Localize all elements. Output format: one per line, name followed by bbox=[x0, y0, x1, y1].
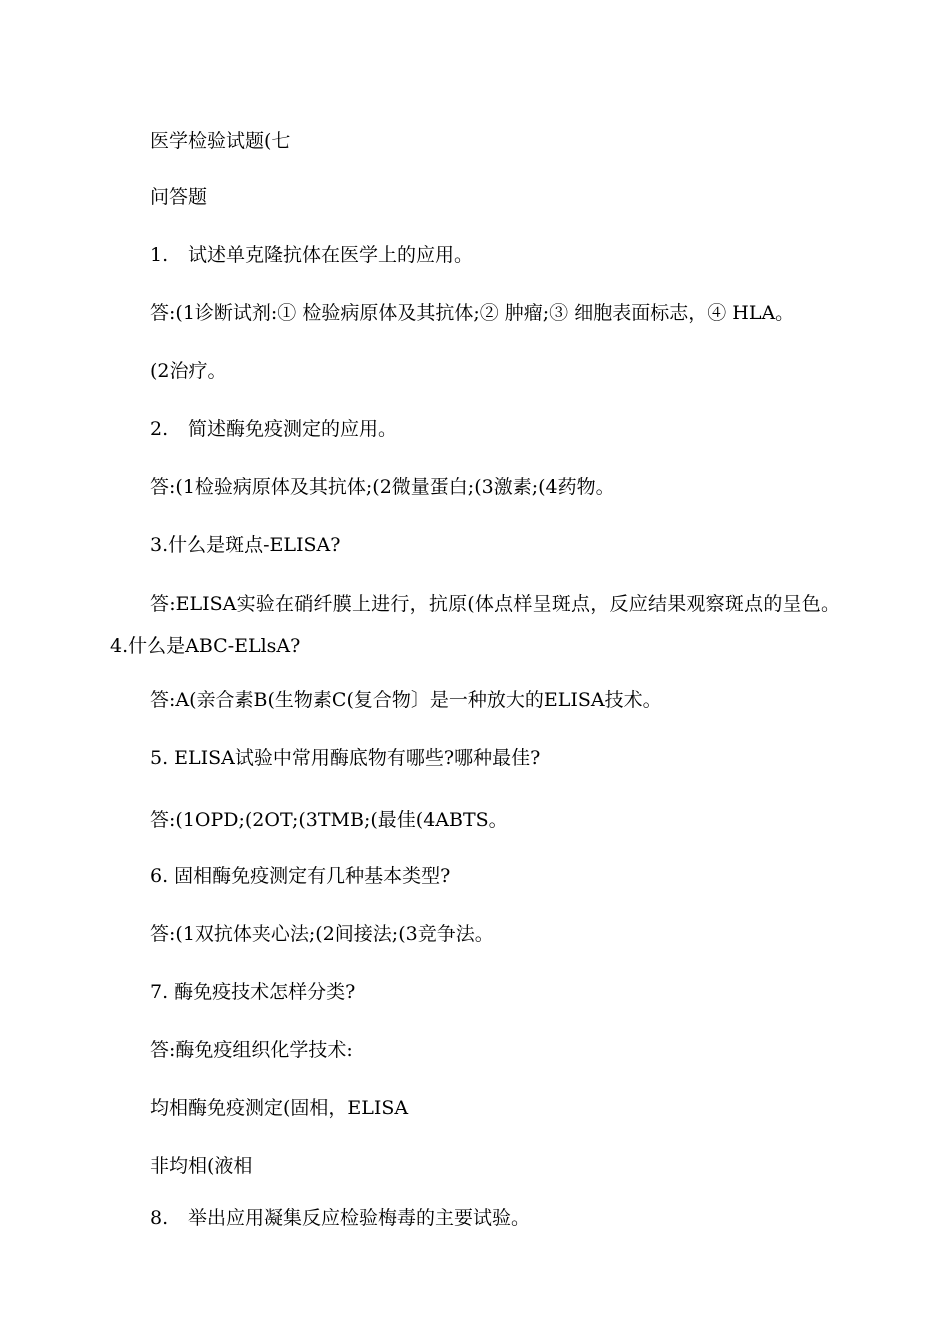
answer-7-line-1: 答:酶免疫组织化学技术: bbox=[150, 1039, 353, 1061]
answer-2: 答:(1检验病原体及其抗体;(2微量蛋白;(3激素;(4药物。 bbox=[150, 476, 615, 498]
answer-5: 答:(1OPD;(2OT;(3TMB;(最佳(4ABTS。 bbox=[150, 809, 508, 831]
question-1 bbox=[150, 243, 473, 267]
question-7: 7. 酶免疫技术怎样分类? bbox=[150, 981, 356, 1003]
question-3: 3.什么是斑点-ELISA? bbox=[150, 534, 341, 556]
question-text: 简述酶免疫测定的应用。 bbox=[188, 418, 398, 440]
answer-7-line-2: 均相酶免疫测定(固相，ELISA bbox=[150, 1097, 409, 1119]
answer-1-line-2: (2治疗。 bbox=[150, 360, 227, 382]
document-title: 医学检验试题(七 bbox=[150, 130, 291, 152]
question-8 bbox=[150, 1206, 530, 1230]
question-number: 2. bbox=[150, 418, 169, 440]
answer-1-line-1: 答:(1诊断试剂:① 检验病原体及其抗体;② 肿瘤;③ 细胞表面标志，④ HLA。 bbox=[150, 302, 795, 324]
question-number: 8. bbox=[150, 1207, 169, 1229]
question-2 bbox=[150, 417, 397, 441]
answer-4: 答:A(亲合素B(生物素C(复合物〕是一种放大的ELISA技术。 bbox=[150, 689, 662, 711]
question-6: 6. 固相酶免疫测定有几种基本类型? bbox=[150, 865, 451, 887]
question-5: 5. ELISA试验中常用酶底物有哪些?哪种最佳? bbox=[150, 747, 541, 769]
section-heading: 问答题 bbox=[150, 186, 208, 208]
answer-3-and-question-4: 答:ELISA实验在硝纤膜上进行，抗原(体点样呈斑点，反应结果观察斑点的呈色。4.什么是ABC-ELlsA? bbox=[110, 593, 840, 657]
answer-7-line-3: 非均相(液相 bbox=[150, 1155, 253, 1177]
question-text: 举出应用凝集反应检验梅毒的主要试验。 bbox=[188, 1207, 531, 1229]
question-number: 1. bbox=[150, 244, 169, 266]
question-text: 试述单克隆抗体在医学上的应用。 bbox=[188, 244, 474, 266]
answer-6: 答:(1双抗体夹心法;(2间接法;(3竞争法。 bbox=[150, 923, 494, 945]
